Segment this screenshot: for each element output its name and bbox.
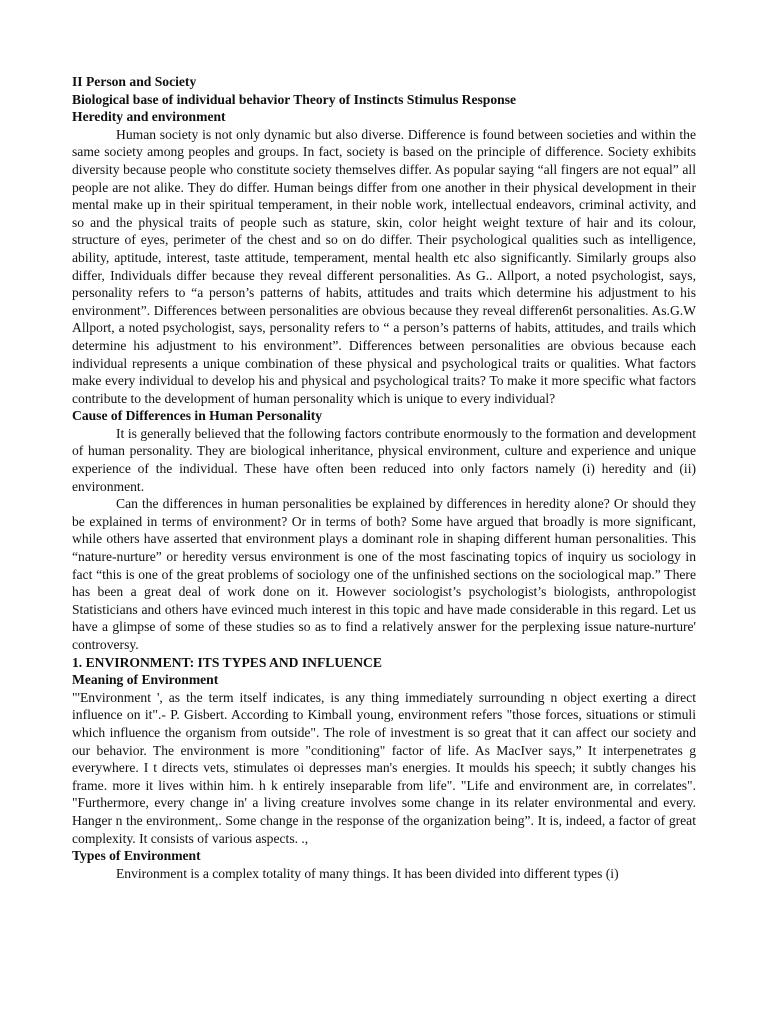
environment-heading: 1. ENVIRONMENT: ITS TYPES AND INFLUENCE	[72, 654, 382, 670]
types-heading: Types of Environment	[72, 848, 201, 864]
paragraph-types-of-environment: Environment is a complex totality of many things. It has been divided into different types (i)	[116, 865, 619, 881]
meaning-heading: Meaning of Environment	[72, 672, 219, 688]
paragraph-factors: It is generally believed that the following factors contribute enormously to the formation and development of human personality. They are biological inheritance, physical environment, culture and experience and unique experience of the individual. These have often been reduced into only factors namely (i) heredity and (ii) environment.	[72, 425, 696, 494]
document-body	[72, 73, 696, 882]
chapter-heading: II Person and Society	[72, 74, 197, 89]
cause-heading: Cause of Differences in Human Personality	[72, 408, 323, 424]
section-subtitle: Biological base of individual behavior Theory of Instincts Stimulus Response	[72, 91, 517, 107]
paragraph-meaning-of-environment: "'Environment ', as the term itself indicates, is any thing immediately surrounding n object exerting a direct influence on it".- P. Gisbert. According to Kimball young, environment refers "those forces, situations or stimuli which influence the organism from outside". The role of investment is so great that it can affect our society and our behavior. The environment is more "conditioning" factor of life. As MacIver says,” It interpenetrates g everywhere. I t directs vets, stimulates oi depresses man's energies. It moulds his speech; it subtly changes his frame. more it lives within him. h k entirely inseparable from life". "Life and environment are, in correlates". "Furthermore, every change in' a living creature involves some change in its relater environmental and every. Hanger n the environment,. Some change in the response of the organization being”. It is, indeed, a factor of great complexity. It consists of various aspects. .,	[72, 689, 696, 846]
heredity-heading: Heredity and environment	[72, 109, 226, 125]
paragraph-human-society: Human society is not only dynamic but also diverse. Difference is found between societies and within the same society among peoples and groups. In fact, society is based on the principle of difference. Society exhibits diversity because people who constitute society themselves differ. As popular saying “all fingers are not equal” all people are not alike. They do differ. Human beings differ from one another in their physical development in their mental make up in their spiritual temperament, in their noble work, intellectual endeavors, criminal activity, and so and the physical traits of people such as stature, skin, color height weight texture of hair and its colour, structure of eyes, perimeter of the chest and so on do differ. Their psychological qualities such as intelligence, ability, aptitude, interest, taste attitude, temperament, mental health etc also significantly. Similarly groups also differ, Individuals differ because they reveal different personalities. As G.. Allport, a noted psychologist, says, personality refers to “a person’s patterns of habits, attitudes and traits which determine his adjustment to his environment”. Differences between personalities are obvious because they reveal differen6t personalities. As.G.W Allport, a noted psychologist, says, personality refers to “ a person’s patterns of habits, attitudes, and trails which determine his adjustment to his environment”. Differences between personalities are obvious because each individual represents a unique combination of these physical and psychological traits or qualities. What factors make every individual to develop his and physical and psychological traits? To make it more specific what factors contribute to the development of human personality which is unique to every individual?	[72, 126, 696, 406]
paragraph-nature-nurture: Can the differences in human personalities be explained by differences in heredity alone? Or should they be explained in terms of environment? Or in terms of both? Some have argued that broadly is more significant, while others have asserted that environment plays a dominant role in shaping different human personalities. This “nature-nurture” or heredity versus environment is one of the most fascinating topics of inquiry us sociology in fact “this is one of the great problems of sociology one of the unfinished sections on the sociological map.” There has been a great deal of work done on it. However sociologist’s psychologist’s biologists, anthropologist Statisticians and others have evinced much interest in this topic and have made considerable in this regard. Let us have a glimpse of some of these studies so as to find a relatively answer for the perplexing issue nature-nurture' controversy.	[72, 496, 696, 652]
